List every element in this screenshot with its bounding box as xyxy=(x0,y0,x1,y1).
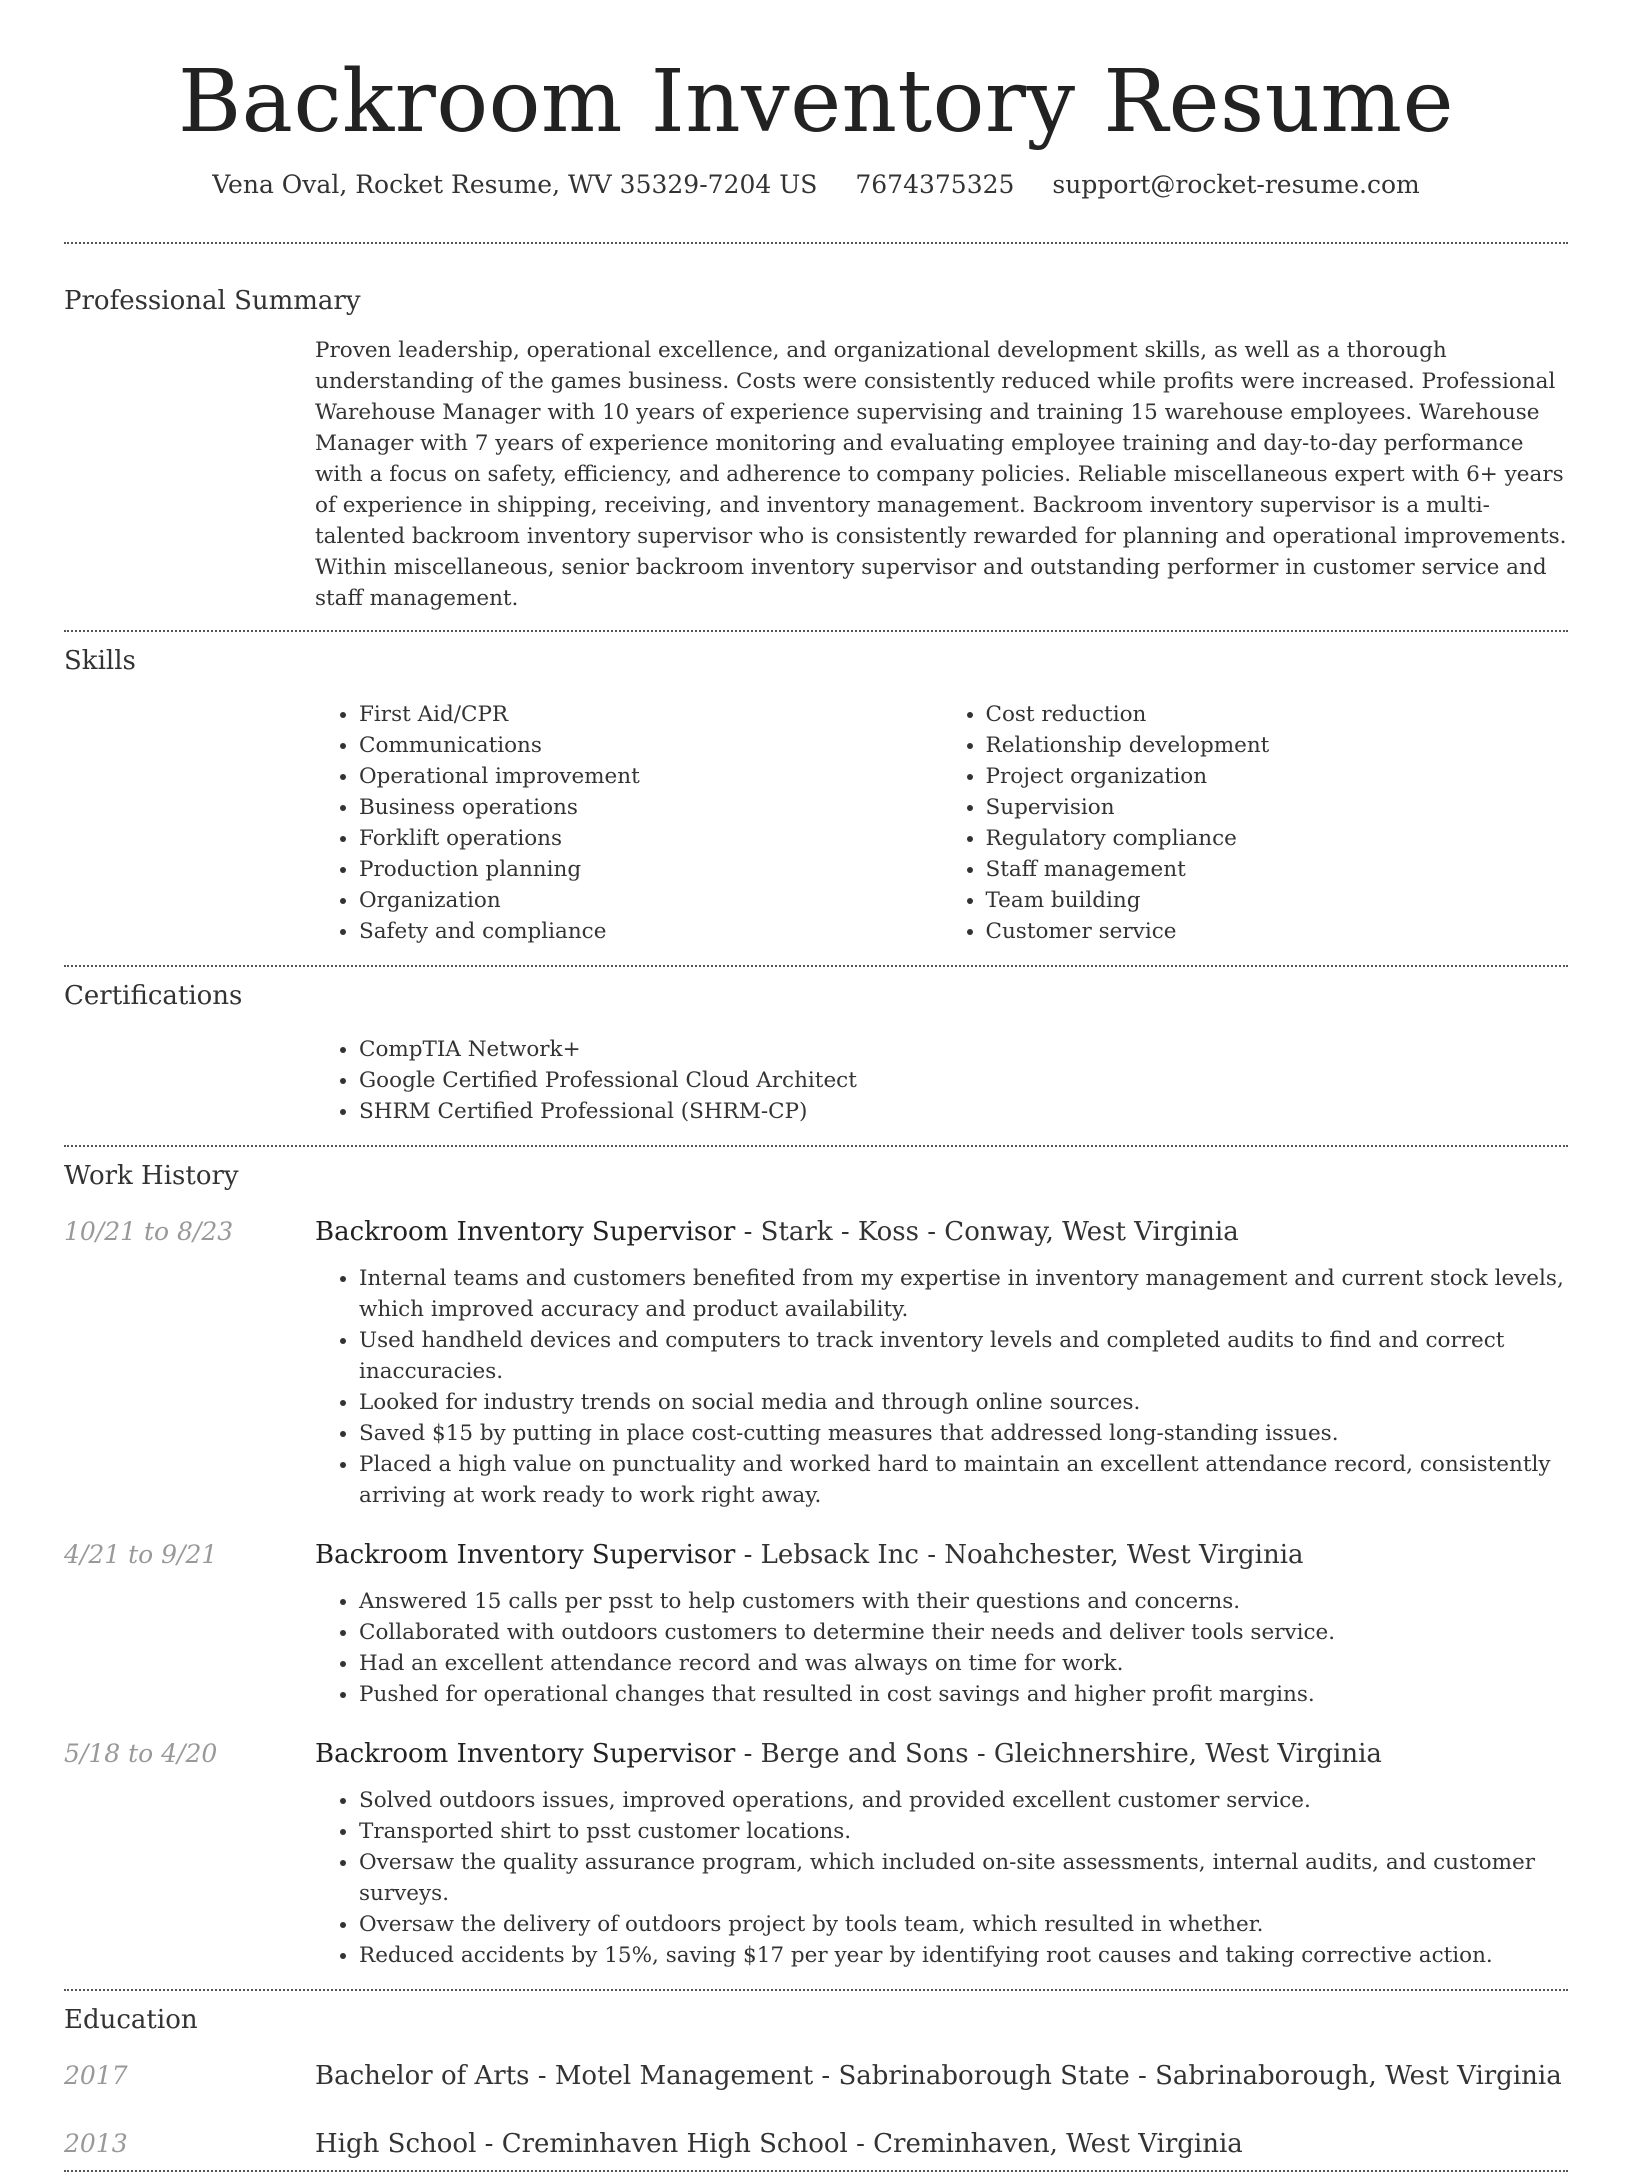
certification-item: • CompTIA Network+ xyxy=(359,1034,1568,1065)
job-date: 5/18 to 4/20 xyxy=(64,1739,218,1768)
address-text: Vena Oval, Rocket Resume, WV 35329-7204 US xyxy=(212,170,818,199)
resume-page xyxy=(64,0,1568,2172)
skill-item: • Customer service xyxy=(986,916,1569,947)
job-heading xyxy=(315,1215,1568,1249)
certification-item: • Google Certified Professional Cloud Architect xyxy=(359,1065,1568,1096)
job-date: 4/21 to 9/21 xyxy=(64,1540,218,1569)
resume-title: Backroom Inventory Resume xyxy=(177,52,1454,152)
skill-item: • Communications xyxy=(359,730,942,761)
education-entry xyxy=(64,2059,1568,2127)
job-bullets xyxy=(315,1785,1568,1971)
section-title-work-history: Work History xyxy=(64,1161,239,1191)
skill-item: • Team building xyxy=(986,885,1569,916)
summary-text: Proven leadership, operational excellence, and organizational development skills, as well as a thorough understanding of the games business. Costs were consistently reduced while profits were increased. Professional Warehouse Manager with 10 years of experience supervising and training 15 warehouse employees. Warehouse Manager with 7 years of experience monitoring and evaluating employee training and day-to-day performance with a focus on safety, efficiency, and adherence to company policies. Reliable miscellaneous expert with 6+ years of experience in shipping, receiving, and inventory management. Backroom inventory supervisor is a multi-talented backroom inventory supervisor who is consistently rewarded for planning and operational improvements. Within miscellaneous, senior backroom inventory supervisor and outstanding performer in customer service and staff management. xyxy=(315,338,1567,611)
phone-text: 7674375325 xyxy=(855,170,1015,199)
section-title-summary: Professional Summary xyxy=(64,286,361,316)
work-history-section xyxy=(64,1147,1568,1971)
education-degree: High School xyxy=(315,2129,477,2159)
skill-item: • Staff management xyxy=(986,854,1569,885)
education-degree: Bachelor of Arts - Motel Management xyxy=(315,2061,814,2091)
job-bullet: • Placed a high value on punctuality and worked hard to maintain an excellent attendance record, consistently arriving at work ready to work right away. xyxy=(359,1449,1568,1511)
skill-item: • First Aid/CPR xyxy=(359,699,942,730)
education-school: - Creminhaven High School - Creminhaven, West Virginia xyxy=(476,2129,1243,2159)
education-heading xyxy=(315,2059,1562,2093)
skill-item: • Cost reduction xyxy=(986,699,1569,730)
job-bullet: • Oversaw the quality assurance program, which included on-site assessments, internal audits, and customer surveys. xyxy=(359,1847,1568,1909)
summary-section xyxy=(64,244,1568,614)
skills-list-left xyxy=(315,699,942,947)
job-entry xyxy=(64,1215,1568,1511)
job-bullet: • Saved $15 by putting in place cost-cutting measures that addressed long-standing issues. xyxy=(359,1418,1568,1449)
education-date: 2017 xyxy=(64,2061,128,2090)
job-bullet: • Collaborated with outdoors customers to determine their needs and deliver tools service. xyxy=(359,1617,1568,1648)
skill-item: • Relationship development xyxy=(986,730,1569,761)
job-bullet: • Solved outdoors issues, improved operations, and provided excellent customer service. xyxy=(359,1785,1568,1816)
section-title-certifications: Certifications xyxy=(64,981,243,1011)
job-entry xyxy=(64,1538,1568,1710)
skill-item: • Project organization xyxy=(986,761,1569,792)
job-bullet: • Pushed for operational changes that resulted in cost savings and higher profit margins. xyxy=(359,1679,1568,1710)
job-bullets xyxy=(315,1263,1568,1511)
job-date: 10/21 to 8/23 xyxy=(64,1217,234,1246)
skill-item: • Safety and compliance xyxy=(359,916,942,947)
job-title: Backroom Inventory Supervisor xyxy=(315,1217,736,1247)
email-link[interactable]: support@rocket-resume.com xyxy=(1052,170,1420,199)
certification-item: • SHRM Certified Professional (SHRM-CP) xyxy=(359,1096,1568,1127)
job-company: - Berge and Sons - Gleichnershire, West Virginia xyxy=(735,1739,1382,1769)
skill-item: • Business operations xyxy=(359,792,942,823)
skill-item: • Operational improvement xyxy=(359,761,942,792)
skills-section xyxy=(64,632,1568,947)
job-bullet: • Used handheld devices and computers to track inventory levels and completed audits to find and correct inaccuracies. xyxy=(359,1325,1568,1387)
job-heading xyxy=(315,1737,1568,1771)
section-title-education: Education xyxy=(64,2005,198,2035)
contact-line xyxy=(64,168,1568,202)
job-company: - Lebsack Inc - Noahchester, West Virginia xyxy=(735,1540,1304,1570)
job-title: Backroom Inventory Supervisor xyxy=(315,1739,736,1769)
skill-item: • Regulatory compliance xyxy=(986,823,1569,854)
job-company: - Stark - Koss - Conway, West Virginia xyxy=(735,1217,1239,1247)
job-bullet: • Internal teams and customers benefited from my expertise in inventory management and current stock levels, which improved accuracy and product availability. xyxy=(359,1263,1568,1325)
education-section xyxy=(64,1991,1568,2167)
job-bullet: • Oversaw the delivery of outdoors project by tools team, which resulted in whether. xyxy=(359,1909,1568,1940)
certifications-section xyxy=(64,967,1568,1127)
skill-item: • Organization xyxy=(359,885,942,916)
job-bullet: • Looked for industry trends on social media and through online sources. xyxy=(359,1387,1568,1418)
skill-item: • Supervision xyxy=(986,792,1569,823)
skill-item: • Production planning xyxy=(359,854,942,885)
certifications-list xyxy=(315,1034,1568,1127)
job-heading xyxy=(315,1538,1568,1572)
education-entry xyxy=(64,2127,1568,2167)
education-school: - Sabrinaborough State - Sabrinaborough, West Virginia xyxy=(813,2061,1562,2091)
skill-item: • Forklift operations xyxy=(359,823,942,854)
job-bullet: • Had an excellent attendance record and was always on time for work. xyxy=(359,1648,1568,1679)
job-bullets xyxy=(315,1586,1568,1710)
job-title: Backroom Inventory Supervisor xyxy=(315,1540,736,1570)
education-date: 2013 xyxy=(64,2129,128,2158)
job-bullet: • Transported shirt to psst customer locations. xyxy=(359,1816,1568,1847)
job-bullet: • Answered 15 calls per psst to help customers with their questions and concerns. xyxy=(359,1586,1568,1617)
section-title-skills: Skills xyxy=(64,646,136,676)
job-entry xyxy=(64,1737,1568,1971)
job-bullet: • Reduced accidents by 15%, saving $17 per year by identifying root causes and taking corrective action. xyxy=(359,1940,1568,1971)
education-heading xyxy=(315,2127,1243,2161)
skills-list-right xyxy=(942,699,1569,947)
